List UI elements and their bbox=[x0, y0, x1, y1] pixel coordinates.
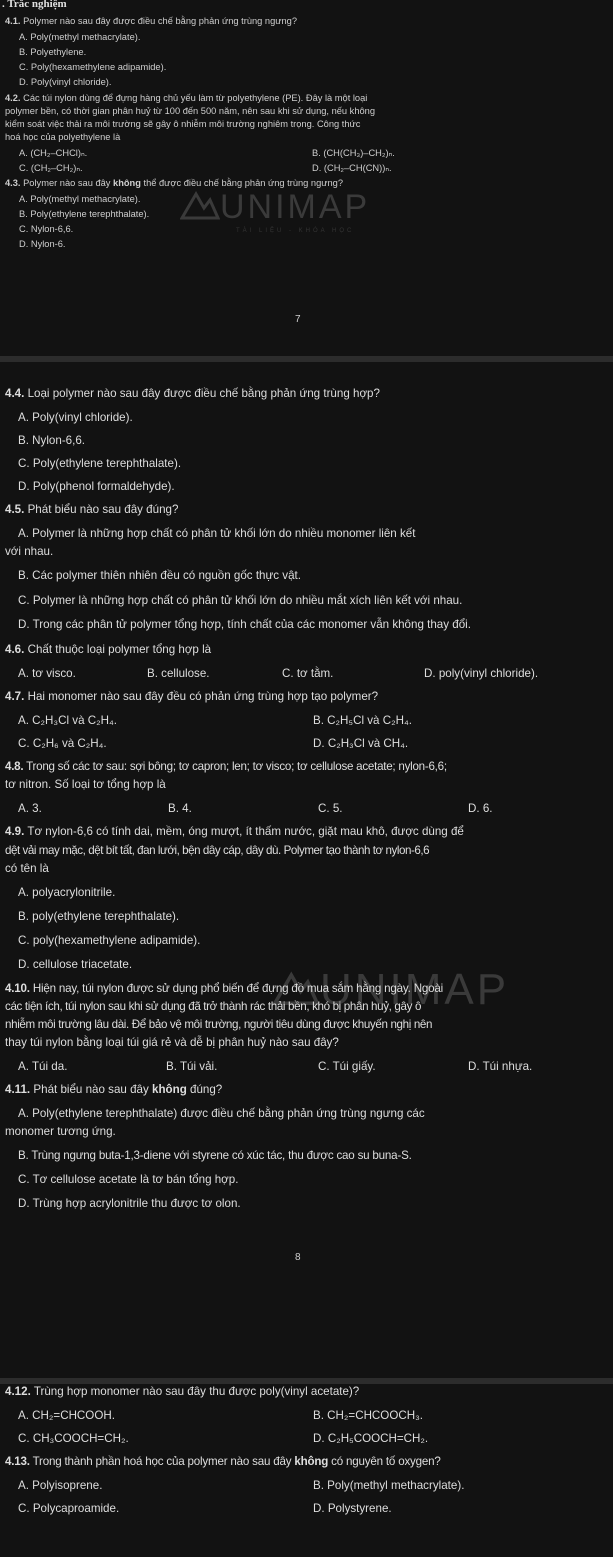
question-4-10-stem-line-1: 4.10. Hiện nay, túi nylon được sử dụng phổ biến để đựng đồ mua sắm hằng ngày. Ngoài bbox=[5, 982, 443, 995]
q46-option-a: A. tơ visco. bbox=[18, 667, 76, 680]
question-4-3-stem: 4.3. Polymer nào sau đây không thể được điều chế bằng phản ứng trùng ngưng? bbox=[5, 178, 343, 188]
heading-bullet: . bbox=[2, 0, 8, 10]
page-7 bbox=[0, 0, 613, 330]
q46-option-d: D. poly(vinyl chloride). bbox=[424, 667, 539, 680]
section-heading bbox=[2, 0, 67, 10]
q45-option-a-line-2: với nhau. bbox=[5, 545, 54, 558]
page-number-8: 8 bbox=[295, 1252, 301, 1263]
page-number-7: 7 bbox=[295, 314, 301, 325]
watermark-logo bbox=[180, 188, 370, 227]
heading-text: Trắc nghiệm bbox=[7, 0, 67, 10]
question-4-9-stem-line-2: dệt vải may mặc, dệt bít tất, đan lưới, bện dây cáp, dây dù. Polymer tạo thành tơ nylon-6,6 bbox=[5, 844, 430, 857]
q41-option-c: C. Poly(hexamethylene adipamide). bbox=[19, 62, 167, 72]
question-4-2-stem-line-1: 4.2. Các túi nylon dùng để đựng hàng chủ yếu làm từ polyethylene (PE). Đây là một loại bbox=[5, 93, 368, 103]
question-4-9-stem-line-3: có tên là bbox=[5, 862, 49, 875]
question-4-2-stem-line-2: polymer bền, có thời gian phân huỷ từ 100 đến 500 năm, nên sau khi sử dụng, nếu không bbox=[5, 106, 376, 116]
q410-option-d: D. Túi nhựa. bbox=[468, 1060, 533, 1073]
page-8 bbox=[0, 365, 613, 1375]
q49-option-c: C. poly(hexamethylene adipamide). bbox=[18, 934, 201, 947]
q45-option-b: B. Các polymer thiên nhiên đều có nguồn gốc thực vật. bbox=[18, 569, 301, 582]
watermark-logo-icon bbox=[180, 188, 220, 222]
q411-option-d: D. Trùng hợp acrylonitrile thu được tơ olon. bbox=[18, 1197, 241, 1210]
question-4-9-stem-line-1: 4.9. Tơ nylon-6,6 có tính dai, mềm, óng mượt, ít thấm nước, giặt mau khô, được dùng để bbox=[5, 825, 464, 838]
question-4-10-stem-line-4: thay túi nylon bằng loại túi giá rẻ và dễ bị phân huỷ nào sau đây? bbox=[5, 1036, 339, 1049]
question-4-8-stem-line-2: tơ nitron. Số loại tơ tổng hợp là bbox=[5, 778, 166, 791]
q413-option-a: A. Polyisoprene. bbox=[18, 1479, 103, 1492]
q42-option-a: A. (CH₂–CHCl)ₙ. bbox=[19, 148, 88, 158]
q48-option-d: D. 6. bbox=[468, 802, 493, 815]
q45-option-c: C. Polymer là những hợp chất có phân tử khối lớn do nhiều mắt xích liên kết với nhau. bbox=[18, 594, 463, 607]
q46-option-b: B. cellulose. bbox=[147, 667, 210, 680]
question-4-7-stem: 4.7. Hai monomer nào sau đây đều có phản ứng trùng hợp tạo polymer? bbox=[5, 690, 379, 703]
watermark-tagline: TÀI LIỆU - KHÓA HỌC bbox=[236, 228, 355, 234]
question-4-1-stem: 4.1. Polymer nào sau đây được điều chế bằng phản ứng trùng ngưng? bbox=[5, 16, 298, 26]
q410-option-b: B. Túi vải. bbox=[166, 1060, 218, 1073]
q48-option-a: A. 3. bbox=[18, 802, 42, 815]
q411-option-c: C. Tơ cellulose acetate là tơ bán tổng hợp. bbox=[18, 1173, 239, 1186]
q410-option-c: C. Túi giấy. bbox=[318, 1060, 376, 1073]
q413-option-b: B. Poly(methyl methacrylate). bbox=[313, 1479, 465, 1492]
q412-option-d: D. C₂H₅COOCH=CH₂. bbox=[313, 1432, 429, 1445]
q412-option-c: C. CH₃COOCH=CH₂. bbox=[18, 1432, 129, 1445]
question-4-2-stem-line-4: hoá học của polyethylene là bbox=[5, 132, 121, 142]
q411-option-a-line-2: monomer tương ứng. bbox=[5, 1125, 116, 1138]
q49-option-d: D. cellulose triacetate. bbox=[18, 958, 133, 971]
q42-option-b: B. (CH(CH₃)–CH₂)ₙ. bbox=[312, 148, 395, 158]
q41-option-b: B. Polyethylene. bbox=[19, 47, 87, 57]
question-4-5-stem: 4.5. Phát biểu nào sau đây đúng? bbox=[5, 503, 179, 516]
q49-option-a: A. polyacrylonitrile. bbox=[18, 886, 116, 899]
q412-option-b: B. CH₂=CHCOOCH₃. bbox=[313, 1409, 424, 1422]
q47-option-a: A. C₂H₃Cl và C₂H₄. bbox=[18, 714, 117, 727]
watermark-brand: UNIMAP bbox=[220, 188, 371, 226]
q47-option-d: D. C₂H₃Cl và CH₄. bbox=[313, 737, 409, 750]
q41-option-a: A. Poly(methyl methacrylate). bbox=[19, 32, 141, 42]
question-4-6-stem: 4.6. Chất thuộc loại polymer tổng hợp là bbox=[5, 643, 212, 656]
q48-option-b: B. 4. bbox=[168, 802, 192, 815]
q411-option-b: B. Trùng ngưng buta-1,3-diene với styrene có xúc tác, thu được cao su buna-S. bbox=[18, 1149, 412, 1162]
page-9 bbox=[0, 1385, 613, 1557]
question-4-12-stem: 4.12. Trùng hợp monomer nào sau đây thu được poly(vinyl acetate)? bbox=[5, 1385, 360, 1398]
q43-option-b: B. Poly(ethylene terephthalate). bbox=[19, 209, 150, 219]
q47-option-b: B. C₂H₅Cl và C₂H₄. bbox=[313, 714, 412, 727]
q44-option-c: C. Poly(ethylene terephthalate). bbox=[18, 457, 182, 470]
question-4-10-stem-line-3: nhiễm môi trường lâu dài. Để bảo vệ môi trường, người tiêu dùng được khuyến nghị nên bbox=[5, 1018, 433, 1031]
question-4-10-stem-line-2: các tiện ích, túi nylon sau khi sử dụng đã trở thành rác thải bền, khó bị phân huỷ, gây ô bbox=[5, 1000, 422, 1013]
q43-option-a: A. Poly(methyl methacrylate). bbox=[19, 194, 141, 204]
q43-option-d: D. Nylon-6. bbox=[19, 239, 66, 249]
q411-option-a-line-1: A. Poly(ethylene terephthalate) được điều chế bằng phản ứng trùng ngưng các bbox=[18, 1107, 425, 1120]
q42-option-c: C. (CH₂–CH₂)ₙ. bbox=[19, 163, 83, 173]
question-4-13-stem: 4.13. Trong thành phần hoá học của polymer nào sau đây không có nguyên tố oxygen? bbox=[5, 1455, 441, 1468]
q44-option-d: D. Poly(phenol formaldehyde). bbox=[18, 480, 175, 493]
q44-option-b: B. Nylon-6,6. bbox=[18, 434, 86, 447]
q46-option-c: C. tơ tằm. bbox=[282, 667, 334, 680]
question-4-11-stem: 4.11. Phát biểu nào sau đây không đúng? bbox=[5, 1083, 223, 1096]
q43-option-c: C. Nylon-6,6. bbox=[19, 224, 74, 234]
q410-option-a: A. Túi da. bbox=[18, 1060, 68, 1073]
q41-option-d: D. Poly(vinyl chloride). bbox=[19, 77, 112, 87]
q48-option-c: C. 5. bbox=[318, 802, 343, 815]
q44-option-a: A. Poly(vinyl chloride). bbox=[18, 411, 133, 424]
page-divider-2 bbox=[0, 1378, 613, 1384]
q47-option-c: C. C₂H₆ và C₂H₄. bbox=[18, 737, 107, 750]
q49-option-b: B. poly(ethylene terephthalate). bbox=[18, 910, 180, 923]
q45-option-d: D. Trong các phân tử polymer tổng hợp, tính chất của các monomer vẫn không thay đổi. bbox=[18, 618, 471, 631]
question-4-8-stem-line-1: 4.8. Trong số các tơ sau: sợi bông; tơ capron; len; tơ visco; tơ cellulose acetate; nylon-6,6; bbox=[5, 760, 447, 773]
question-4-2-stem-line-3: kiểm soát việc thải ra môi trường sẽ gây ô nhiễm môi trường nghiêm trọng. Công thức bbox=[5, 119, 361, 129]
q42-option-d: D. (CH₂–CH(CN))ₙ. bbox=[312, 163, 392, 173]
q413-option-d: D. Polystyrene. bbox=[313, 1502, 392, 1515]
q413-option-c: C. Polycaproamide. bbox=[18, 1502, 120, 1515]
q45-option-a-line-1: A. Polymer là những hợp chất có phân tử khối lớn do nhiều monomer liên kết bbox=[18, 527, 416, 540]
watermark-brand-2: UNIMAP bbox=[320, 965, 510, 1014]
q412-option-a: A. CH₂=CHCOOH. bbox=[18, 1409, 115, 1422]
question-4-4-stem: 4.4. Loại polymer nào sau đây được điều chế bằng phản ứng trùng hợp? bbox=[5, 387, 380, 400]
page-divider bbox=[0, 356, 613, 362]
